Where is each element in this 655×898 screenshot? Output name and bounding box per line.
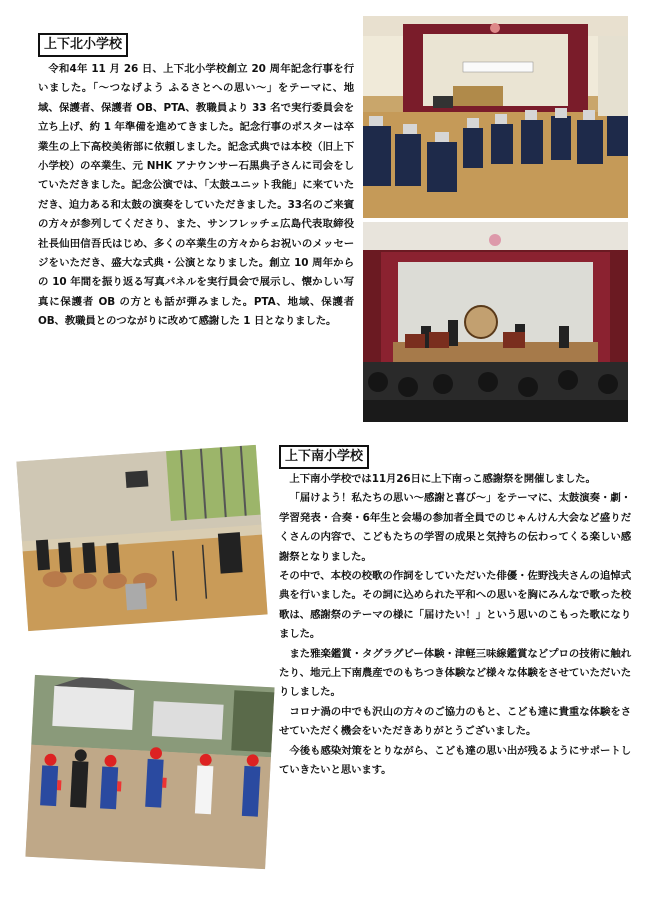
north-school-body: 令和4年 11 月 26 日、上下北小学校創立 20 周年記念行事を行いました。「～つなげよう ふるさとへの思い～」をテーマに、地域、保護者、保護者 OB、PTA、教職員より 33 名で実行委員会を立ち上げ、約 1 年準備を進めてきました。記念行事のポスターは卒業生の上下高校美術部に依頼しました。記念式典では本校（旧上下小学校）の卒業生、元 NHK アナウンサー石黒典子さんに司会をしていただきました。記念公演では、「太鼓ユニット我能」に来ていただき、迫力ある和太鼓の演奏をしていただきました。33名のご来賓の方々が参列してくださり、また、サンフレッチェ広島代表取締役社長仙田信吾氏はじめ、多くの卒業生の方々からお祝いのメッセージをいただき、盛大な式典・公演となりました。創立 10 周年からの 10 年間を振り返る写真パネルを実行員会で展示し、懐かしい写真に保護者 OB の方とも話が弾みました。PTA、地域、保護者OB、教職員とのつながりに改めて感謝した 1 日となりました。: [38, 63, 354, 328]
south-paragraph-1: 上下南小学校では11月26日に上下南っこ感謝祭を開催しました。: [289, 473, 596, 485]
south-paragraph-2: 「届けよう！私たちの思い～感謝と喜び～」をテーマに、太鼓演奏・劇・学習発表・合奏・6年生と会場の参加者全員でのじゃんけん大会など盛りだくさんの内容で、こどもたちの学習の成果と気持ちの伝わってくる楽しい感謝祭となりました。: [279, 492, 631, 563]
south-paragraph-3: その中で、本校の校歌の作詞をしていただいた俳優・佐野浅夫さんの追悼式典を行いました。その詞に込められた平和への思いを胸にみんなで歌った校歌は、感謝祭のテーマの様に「届けたい！」という思いのこもった歌になりました。: [279, 570, 631, 641]
photo-tag-rugby: [25, 675, 274, 869]
north-school-heading: 上下北小学校: [38, 33, 128, 57]
south-school-heading: 上下南小学校: [279, 445, 369, 469]
south-paragraph-4: また雅楽鑑賞・タグラグビー体験・津軽三味線鑑賞などプロの技術に触れたり、地元上下南農産でのもちつき体験など様々な体験をさせていただいたりしました。: [279, 647, 631, 699]
photo-gym-taiko-drums: [16, 445, 267, 631]
south-paragraph-5: コロナ渦の中でも沢山の方々のご協力のもと、こども達に貴重な体験をさせていただく機会をいただきありがとうございました。: [279, 705, 631, 738]
photo-taiko-performance: [363, 222, 628, 422]
photo-ceremony-hall: [363, 16, 628, 218]
south-paragraph-6: 今後も感染対策をとりながら、こども達の思い出が残るようにサポートしていきたいと思います。: [279, 744, 631, 777]
south-school-body: [279, 470, 631, 781]
